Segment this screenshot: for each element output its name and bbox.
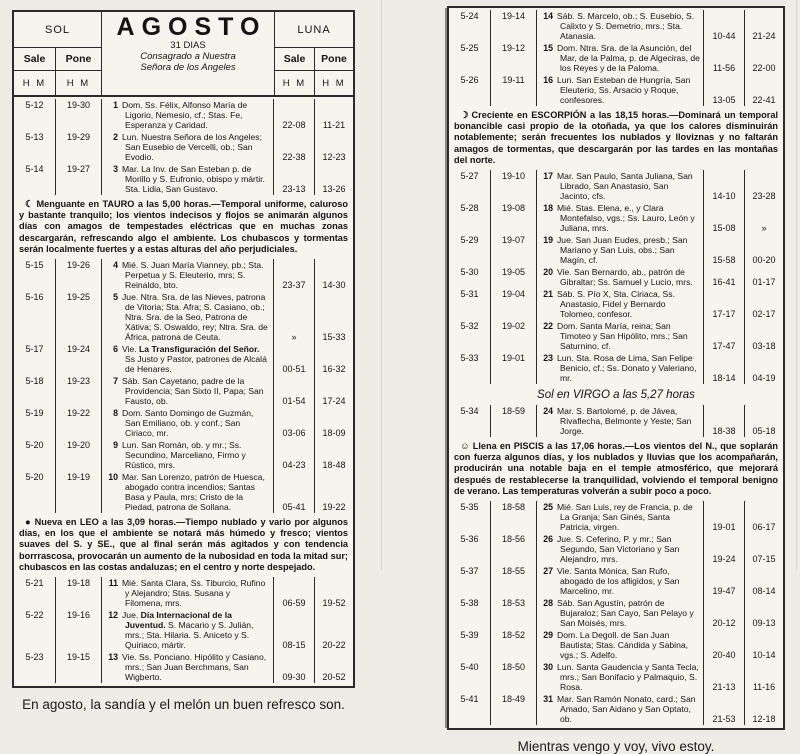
day-row — [449, 693, 783, 725]
sun-set-time: 18-59 — [491, 405, 537, 437]
sun-rise-time: 5-17 — [14, 343, 56, 375]
day-row — [14, 375, 353, 407]
day-row — [14, 577, 353, 609]
moon-set-time: 22-00 — [752, 63, 776, 73]
day-number: 4 — [113, 260, 118, 271]
day-number: 18 — [543, 203, 553, 214]
moon-set-time: 20-22 — [322, 640, 346, 651]
days-group — [14, 577, 353, 683]
moon-set-time: 04-19 — [752, 373, 776, 384]
sun-set-time: 19-27 — [56, 163, 102, 195]
right-page — [447, 6, 785, 754]
moon-rise-time: 14-10 — [704, 170, 745, 202]
moon-phase-text: Llena en PISCIS a las 17,06 horas.—Los vientos del N., que soplarán con fuerza algunos días, y los nublados y lluvias que los acompañarán, producirán una notable baja en el temple atmosférico, que mejorará después de restablecerse la tranquilidad, volviendo el temporal benigno de verano. Las temperaturas volverán a subir poco a poco. — [454, 441, 778, 496]
moon-phase-note — [14, 514, 353, 576]
moon-rise-time: 21-53 — [704, 693, 745, 725]
sun-set-time: 19-22 — [56, 407, 102, 439]
day-number: 20 — [543, 267, 553, 278]
day-number: 29 — [543, 630, 553, 641]
moon-set-time: » — [761, 223, 767, 234]
moon-rise-time: 16-41 — [704, 266, 745, 288]
sun-set-time: 19-18 — [56, 577, 102, 609]
moon-rise-time: 18-14 — [704, 352, 745, 384]
day-row — [449, 629, 783, 661]
page-edge-line — [796, 0, 797, 570]
sun-set-time: 19-05 — [491, 266, 537, 288]
day-entry-text: 5 Jue. Ntra. Sra. de las Nieves, patrona de Vitoria; Sta. Afra; S. Casiano, ob.; Ntra. Sra. de la Seo, Patrona de Xátiva; S. Oswaldo, rey; Ntra. Sra. de África, patrona de Ceuta. — [102, 291, 274, 343]
day-entry-text: 23 Lun. Sta. Rosa de Lima, San Felipe Benicio, cf.; Ss. Donato y Valeriano, mr. — [537, 352, 704, 384]
moon-rise-time: 05-41 — [274, 471, 315, 513]
day-number: 28 — [543, 598, 553, 609]
day-number: 14 — [543, 11, 553, 21]
sun-rise-time: 5-23 — [14, 651, 56, 683]
sun-rise-time: 5-20 — [14, 471, 56, 513]
day-row — [449, 501, 783, 533]
sun-set-time: 19-29 — [56, 131, 102, 163]
day-row — [449, 352, 783, 384]
day-entry-text: 31 Mar. San Ramón Nonato, card.; San Amado, San Aidano y San Optato, ob. — [537, 693, 704, 725]
day-entry-text: 2 Lun. Nuestra Señora de los Angeles; San Eusebio de Vercelli, ob.; San Evodio. — [102, 131, 274, 163]
moon-set-time: 16-32 — [322, 364, 346, 375]
day-row — [449, 74, 783, 106]
moon-rise-time: 10-44 — [704, 10, 745, 42]
day-number: 13 — [108, 652, 118, 663]
day-entry-text: 17 Mar. San Paulo, Santa Juliana, San Librado, San Anastasio, San Jacinto, cfs. — [537, 170, 704, 202]
day-number: 15 — [543, 43, 553, 53]
day-number: 24 — [543, 406, 553, 417]
day-number: 2 — [113, 132, 118, 142]
moon-set-time: 11-16 — [752, 682, 776, 693]
sun-rise-time: 5-32 — [449, 320, 491, 352]
day-number: 5 — [113, 292, 118, 303]
day-row — [14, 291, 353, 343]
sol-pone-units: H M — [56, 71, 102, 95]
moon-phase-note — [449, 107, 783, 169]
sun-set-time: 19-25 — [56, 291, 102, 343]
moon-set-time: 01-17 — [752, 277, 776, 288]
sun-rise-time: 5-36 — [449, 533, 491, 565]
moon-set-time: 05-18 — [752, 426, 776, 437]
moon-phase-text: Creciente en ESCORPIÓN a las 18,15 horas.—Dominará un temporal bonancible casi propio de la otoñada, ya que los calores disminuirán notablemente; serán frecuentes los nublados y lloviznas y no faltarán amagos de tormentas, que descargarán por las tardes en las montañas del norte. — [454, 110, 778, 165]
sun-rise-time: 5-39 — [449, 629, 491, 661]
moon-set-time: 13-26 — [322, 184, 346, 194]
moon-phase-text: Menguante en TAURO a las 5,00 horas.—Temporal uniforme, caluroso y bastante tranquilo; los vientos indecisos y flojos se animarán algunos días con amagos de tempestades eléctricas que en muchas zonas descargarán, refrescando algo el ambiente. Los chubascos y tormentas serán localmente fuertes y a estas alturas del año perjudiciales. — [19, 199, 348, 254]
sun-set-time: 19-07 — [491, 234, 537, 266]
moon-set-time: 15-33 — [322, 332, 346, 343]
sun-set-time: 19-15 — [56, 651, 102, 683]
sun-set-time: 19-11 — [491, 74, 537, 106]
day-entry-text: 14 Sáb. S. Marcelo, ob.; S. Eusebio, S. Calixto y S. Demetrio, mrs.; Sta. Atanasia. — [537, 10, 704, 42]
days-group — [449, 170, 783, 384]
sun-rise-time: 5-40 — [449, 661, 491, 693]
day-number: 1 — [113, 100, 118, 110]
sun-set-time: 19-24 — [56, 343, 102, 375]
sun-set-time: 19-30 — [56, 99, 102, 131]
day-number: 11 — [108, 578, 118, 589]
moon-rise-time: 21-13 — [704, 661, 745, 693]
month-header-block — [102, 12, 274, 95]
left-page — [12, 10, 355, 712]
moon-set-time: 00-20 — [752, 255, 776, 266]
day-entry-bold-phrase: Día Internacional de la Juventud. — [125, 610, 232, 631]
sun-rise-time: 5-21 — [14, 577, 56, 609]
sun-set-time: 19-12 — [491, 42, 537, 74]
day-entry-text: 12 Jue. Día Internacional de la Juventud. S. Macario y S. Julián, mrs.; Sta. Hilaria. S. Aniceto y S. Quiriaco, mártir. — [102, 609, 274, 651]
day-entry-text: 30 Lun. Santa Gaudencia y Santa Tecla, mrs.; San Bonifacio y Palmaquio, S. Rosa. — [537, 661, 704, 693]
sol-sale-label: Sale — [14, 48, 56, 71]
sun-rise-time: 5-28 — [449, 202, 491, 234]
day-entry-text: 28 Sáb. San Agustín, patrón de Bujaraloz; San Cayo, San Pelayo y San Moisés, mrs. — [537, 597, 704, 629]
day-row — [14, 609, 353, 651]
sun-rise-time: 5-37 — [449, 565, 491, 597]
day-row — [14, 439, 353, 471]
moon-set-time: 10-14 — [752, 650, 776, 661]
day-row — [449, 533, 783, 565]
day-row — [449, 42, 783, 74]
day-number: 8 — [113, 408, 118, 419]
moon-set-time: 18-48 — [322, 460, 346, 471]
day-entry-text: 15 Dom. Ntra. Sra. de la Asunción, del Mar, de la Palma, p. de Algeciras, de los Reyes y de la Paloma. — [537, 42, 704, 74]
month-dedication-line1: Consagrado a Nuestra — [140, 51, 236, 62]
days-group — [14, 259, 353, 513]
days-group — [14, 99, 353, 195]
moon-set-time: 06-17 — [752, 522, 776, 533]
day-row — [449, 202, 783, 234]
moon-rise-time: 17-47 — [704, 320, 745, 352]
sun-set-time: 19-23 — [56, 375, 102, 407]
day-number: 31 — [543, 694, 553, 705]
day-entry-text: 7 Sáb. San Cayetano, padre de la Providencia; San Sixto II, Papa; San Fausto, ob. — [102, 375, 274, 407]
sun-set-time: 19-16 — [56, 609, 102, 651]
sun-rise-time: 5-12 — [14, 99, 56, 131]
day-entry-text: 26 Jue. S. Ceferino, P. y mr.; San Segundo, San Victoriano y San Alejandro, mrs. — [537, 533, 704, 565]
moon-set-time: 19-22 — [322, 502, 346, 513]
day-number: 21 — [543, 289, 553, 300]
sun-set-time: 18-55 — [491, 565, 537, 597]
month-title: AGOSTO — [116, 13, 267, 41]
right-days-sections — [449, 8, 783, 728]
day-number: 17 — [543, 171, 553, 182]
day-number: 7 — [113, 376, 118, 387]
moon-rise-time: 06-59 — [274, 577, 315, 609]
sol-pone-label: Pone — [56, 48, 102, 71]
sun-rise-time: 5-26 — [449, 74, 491, 106]
day-row — [449, 597, 783, 629]
moon-set-time: 08-14 — [752, 586, 776, 597]
sol-sale-units: H M — [14, 71, 56, 95]
luna-pone-label: Pone — [315, 48, 353, 71]
day-entry-text: 1 Dom. Ss. Félix, Alfonso María de Ligorio, Nemesio, cf.; Stas. Fe, Esperanza y Caridad. — [102, 99, 274, 131]
moon-rise-time: 11-56 — [704, 42, 745, 74]
moon-set-time: 12-18 — [752, 714, 776, 725]
day-entry-text: 19 Jue. San Juan Eudes, presb.; San Mariano y San Luis, obs.; San Magín, cf. — [537, 234, 704, 266]
moon-set-time: 20-52 — [322, 672, 346, 683]
sun-sign-note: Sol en VIRGO a las 5,27 horas — [537, 389, 695, 402]
left-calendar-table — [12, 10, 355, 688]
moon-rise-time: 03-06 — [274, 407, 315, 439]
day-row — [449, 170, 783, 202]
sun-set-time: 18-50 — [491, 661, 537, 693]
day-row — [449, 405, 783, 437]
day-number: 26 — [543, 534, 553, 545]
days-group — [449, 10, 783, 106]
moon-rise-time: 15-08 — [704, 202, 745, 234]
day-entry-text: 18 Mié. Stas. Elena, e., y Clara Montefalso, vgs.; Ss. Lauro, León y Juliana, mrs. — [537, 202, 704, 234]
moon-rise-time: 19-01 — [704, 501, 745, 533]
day-entry-text: 9 Lun. San Román, ob. y mr.; Ss. Secundino, Marceliano, Firmo y Rústico, mrs. — [102, 439, 274, 471]
moon-rise-time: 09-30 — [274, 651, 315, 683]
day-number: 3 — [113, 164, 118, 174]
sun-rise-time: 5-24 — [449, 10, 491, 42]
sun-set-time: 18-52 — [491, 629, 537, 661]
moon-rise-time: 20-40 — [704, 629, 745, 661]
moon-set-time: 02-17 — [752, 309, 776, 320]
moon-rise-time: 13-05 — [704, 74, 745, 106]
sun-set-time: 19-10 — [491, 170, 537, 202]
sun-rise-time: 5-15 — [14, 259, 56, 291]
moon-rise-time: 18-38 — [704, 405, 745, 437]
moon-phase-text: Nueva en LEO a las 3,09 horas.—Tiempo nublado y vario por algunos días, en los que el ambiente se notará más húmedo y fresco; vientos suaves del S. y SE., que al final serán más agitados y con tendencia borrrascosa, provocarán un aumento de la nubosidad en toda la mitad sur; chubascos en las costas andaluzas; en el centro y norte despejado. — [19, 517, 348, 572]
day-entry-text: 3 Mar. La Inv. de San Esteban p. de Morillo y S. Eufronio, obispo y mártir. Sta. Lidia, San Gustavo. — [102, 163, 274, 195]
moon-set-time: 22-41 — [752, 95, 776, 105]
day-entry-bold-phrase: La Transfiguración del Señor. — [139, 344, 260, 355]
right-proverb-caption: Mientras vengo y voy, vivo estoy. — [517, 739, 715, 754]
moon-rise-time: 20-12 — [704, 597, 745, 629]
day-entry-text: 21 Sáb. S. Pío X, Sta. Ciriaca, Ss. Anastasio, Fidel y Bernardo Tolomeo, confesor. — [537, 288, 704, 320]
sun-rise-time: 5-27 — [449, 170, 491, 202]
day-row — [449, 234, 783, 266]
days-group — [449, 501, 783, 725]
luna-pone-units: H M — [322, 77, 346, 89]
sun-rise-time: 5-18 — [14, 375, 56, 407]
moon-set-time: 11-21 — [322, 120, 346, 130]
sun-rise-time: 5-33 — [449, 352, 491, 384]
moon-rise-time: 15-58 — [704, 234, 745, 266]
day-row — [14, 407, 353, 439]
month-days-count: 31 DIAS — [170, 40, 206, 51]
right-calendar-table — [447, 6, 785, 730]
day-number: 10 — [108, 472, 118, 483]
day-row — [14, 471, 353, 513]
day-row — [449, 320, 783, 352]
sun-rise-time: 5-14 — [14, 163, 56, 195]
full-moon-icon: ☺ — [460, 441, 470, 453]
moon-set-time: 21-24 — [752, 31, 776, 41]
day-entry-text: 29 Dom. La Degoll. de San Juan Bautista; Stas. Cándida y Sabina, vgs.; S. Adelfo. — [537, 629, 704, 661]
sun-rise-time: 5-35 — [449, 501, 491, 533]
day-row — [14, 163, 353, 195]
moon-set-time: 19-52 — [322, 598, 346, 609]
day-number: 19 — [543, 235, 553, 246]
day-entry-text: 16 Lun. San Esteban de Hungría, San Eleuterio, Ss. Arsacio y Roque, confesores. — [537, 74, 704, 106]
day-entry-text: 8 Dom. Santo Domingo de Guzmán, San Emiliano, ob. y conf.; San Ciriaco, mr. — [102, 407, 274, 439]
day-number: 23 — [543, 353, 553, 364]
moon-phase-note — [449, 438, 783, 500]
day-row — [14, 259, 353, 291]
moon-rise-time: 17-17 — [704, 288, 745, 320]
moon-set-time: 18-09 — [322, 428, 346, 439]
sun-set-time: 19-20 — [56, 439, 102, 471]
sun-rise-time: 5-31 — [449, 288, 491, 320]
day-entry-text: 6 Vie. La Transfiguración del Señor. Ss Justo y Pastor, patrones de Alcalá de Henares. — [102, 343, 274, 375]
moon-rise-time: » — [274, 291, 315, 343]
sun-rise-time: 5-38 — [449, 597, 491, 629]
day-entry-text: 27 Vie. Santa Mónica, San Rufo, abogado de los afligidos, y San Marcelino, mr. — [537, 565, 704, 597]
sol-column-header: SOL — [14, 12, 102, 48]
day-row — [449, 266, 783, 288]
moon-rise-time: 01-54 — [274, 375, 315, 407]
day-entry-text: 10 Mar. San Lorenzo, patrón de Huesca, abogado contra incendios; Santas Basa y Paula, mrs; Cristo de la Piedad, patrona de Sollana. — [102, 471, 274, 513]
sun-rise-time: 5-16 — [14, 291, 56, 343]
sun-set-time: 18-49 — [491, 693, 537, 725]
sun-rise-time: 5-41 — [449, 693, 491, 725]
sun-set-time: 19-26 — [56, 259, 102, 291]
sun-rise-time: 5-30 — [449, 266, 491, 288]
sun-rise-time: 5-19 — [14, 407, 56, 439]
sun-set-time: 19-04 — [491, 288, 537, 320]
luna-sale-label: Sale — [274, 48, 315, 71]
day-row — [14, 131, 353, 163]
day-row — [449, 661, 783, 693]
moon-set-time: 23-28 — [752, 191, 776, 202]
moon-set-time: 14-30 — [322, 280, 346, 291]
day-entry-text: 13 Vie. Ss. Ponciano. Hipólito y Casiano, mrs.; San Juan Berchmans, San Wigberto. — [102, 651, 274, 683]
day-number: 9 — [113, 440, 118, 451]
days-group — [449, 405, 783, 437]
moon-set-time: 12-23 — [322, 152, 346, 162]
moon-set-time: 03-18 — [752, 341, 776, 352]
sun-rise-time: 5-29 — [449, 234, 491, 266]
left-days-sections — [14, 97, 353, 686]
day-number: 27 — [543, 566, 553, 577]
sun-set-time: 18-53 — [491, 597, 537, 629]
day-row — [14, 343, 353, 375]
moon-rise-time: 19-24 — [704, 533, 745, 565]
day-row — [14, 651, 353, 683]
day-number: 22 — [543, 321, 553, 332]
new-moon-icon: ● — [25, 517, 32, 529]
day-entry-text: 11 Mié. Santa Clara, Ss. Tiburcio, Rufino y Alejandro; Stas. Susana y Filomena, mrs. — [102, 577, 274, 609]
luna-column-header: LUNA — [274, 12, 353, 48]
sun-set-time: 19-02 — [491, 320, 537, 352]
moon-rise-time: 22-38 — [274, 131, 315, 163]
page-fold-line — [381, 0, 382, 570]
day-row — [449, 288, 783, 320]
moon-set-time: 07-15 — [752, 554, 776, 565]
sun-set-time: 18-56 — [491, 533, 537, 565]
day-number: 6 — [113, 344, 118, 355]
sun-rise-time: 5-20 — [14, 439, 56, 471]
day-number: 30 — [543, 662, 553, 673]
moon-rise-time: 19-47 — [704, 565, 745, 597]
calendar-header — [14, 12, 353, 97]
moon-set-time: 17-24 — [322, 396, 346, 407]
moon-rise-time: 00-51 — [274, 343, 315, 375]
day-row — [449, 10, 783, 42]
day-entry-text: 4 Mié. S. Juan María Vianney, pb.; Sta. Perpetua y S. Eleuterio, mrs; S. Reinaldo, bto. — [102, 259, 274, 291]
sun-rise-time: 5-34 — [449, 405, 491, 437]
day-entry-text: 20 Vie. San Bernardo, ab., patrón de Gibraltar; Ss. Samuel y Lucio, mrs. — [537, 266, 704, 288]
day-number: 25 — [543, 502, 553, 513]
sun-set-time: 18-58 — [491, 501, 537, 533]
day-entry-text: 25 Mié. San Luis, rey de Francia, p. de La Granja; San Ginés, Santa Patricia, virgen. — [537, 501, 704, 533]
month-dedication-line2: Señora de los Angeles — [140, 62, 236, 73]
day-row — [14, 99, 353, 131]
day-entry-text: 24 Mar. S. Bartolomé, p. de Jávea, Rivaflecha, Belmonte y Yeste; San Jorge. — [537, 405, 704, 437]
day-number: 12 — [108, 610, 118, 621]
sun-set-time: 19-19 — [56, 471, 102, 513]
sun-rise-time: 5-25 — [449, 42, 491, 74]
left-proverb-caption: En agosto, la sandía y el melón un buen refresco son. — [22, 697, 345, 713]
sun-set-time: 19-08 — [491, 202, 537, 234]
sun-rise-time: 5-13 — [14, 131, 56, 163]
moon-rise-time: 22-08 — [274, 99, 315, 131]
sun-set-time: 19-01 — [491, 352, 537, 384]
moon-phase-note — [14, 196, 353, 258]
sun-set-time: 19-14 — [491, 10, 537, 42]
moon-rise-time: 23-37 — [274, 259, 315, 291]
moon-rise-time: 08-15 — [274, 609, 315, 651]
day-entry-text: 22 Dom. Santa María, reina; San Timoteo y San Hipólito, mrs.; San Saturnino, cf. — [537, 320, 704, 352]
moon-set-time: 09-13 — [752, 618, 776, 629]
first-quarter-moon-icon: ☽ — [460, 110, 469, 121]
last-quarter-moon-icon: ☾ — [25, 199, 34, 210]
sun-rise-time: 5-22 — [14, 609, 56, 651]
moon-rise-time: 23-13 — [274, 163, 315, 195]
moon-rise-time: 04-23 — [274, 439, 315, 471]
luna-sale-units: H M — [274, 71, 315, 95]
day-number: 16 — [543, 75, 553, 85]
